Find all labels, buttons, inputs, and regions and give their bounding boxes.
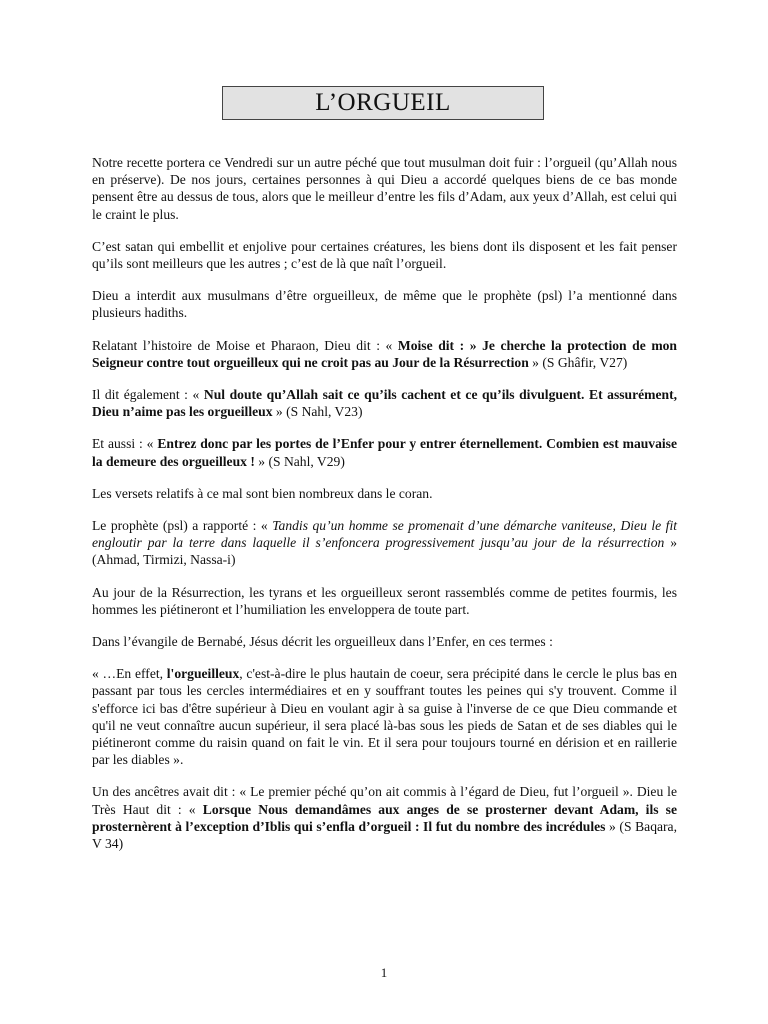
paragraph-verses-numerous: Les versets relatifs à ce mal sont bien nombreux dans le coran. [92, 485, 433, 501]
nahl23-reference-text: » (S Nahl, V23) [272, 404, 363, 420]
paragraph-bernabe-intro: Dans l’évangile de Bernabé, Jésus décrit les orgueilleux dans l’Enfer, en ces termes : [92, 634, 553, 650]
bernabe-bold-word: l'orgueilleux [166, 666, 240, 682]
nahl23-verse-text: Nul doute qu’Allah sait ce qu’ils cachent et ce qu’ils divulguent. Et assurément, Dieu n’aime pas les orgueilleux [92, 387, 678, 420]
paragraph-bernabe-quote [92, 665, 677, 768]
bernabe-open-text: « …En effet, [92, 666, 167, 682]
hadith-reference-text: » (Ahmad, Tirmizi, Nassa-i) [92, 535, 677, 568]
nahl29-reference-text: » (S Nahl, V29) [254, 453, 345, 469]
baqara-verse-text: Lorsque Nous demandâmes aux anges de se prosterner devant Adam, ils se prosternèrent à l’exception d’Iblis qui s’enfla d’orgueil : Il fut du nombre des incrédules [92, 801, 677, 834]
moise-intro-text: Relatant l’histoire de Moise et Pharaon, Dieu dit : « [92, 337, 398, 353]
nahl29-verse-text: Entrez donc par les portes de l’Enfer pour y entrer éternellement. Combien est mauvaise la demeure des orgueilleux ! [92, 436, 677, 469]
paragraph-baqara [92, 783, 677, 852]
paragraph-nahl-23 [92, 386, 677, 420]
hadith-quote-text: Tandis qu’un homme se promenait d’une démarche vaniteuse, Dieu le fit engloutir par la terre dans laquelle il s’enfoncera progressivement jusqu’au jour de la résurrection [92, 518, 678, 551]
baqara-intro-text: Un des ancêtres avait dit : « Le premier péché qu’on ait commis à l’égard de Dieu, fut l’orgueil ». Dieu le Très Haut dit : « [92, 784, 677, 817]
bernabe-rest-text: , c'est-à-dire le plus hautain de coeur, sera précipité dans le cercle le plus bas en passant par tous les cercles intermédiaires et en y souffrant toutes les peines qui s'y trouvent. Comme il s'efforce ici bas d'être supérieur à Dieu en voulant agir à sa guise à l'inverse de ce que Dieu commande et qu'il ne veut connaître aucun supérieur, il sera placé là-bas sous les pieds de Satan et de ses diables qui le piétineront comme du raisin quand on fait le vin. Et il sera pour toujours tourné en dérision et en raillerie par les diables ». [92, 666, 677, 768]
page-number: 1 [380, 965, 388, 980]
moise-reference-text: » (S Ghâfir, V27) [528, 354, 628, 370]
paragraph-satan: C’est satan qui embellit et enjolive pour certaines créatures, les biens dont ils disposent et les fait penser qu’ils sont meilleurs que les autres ; c’est de là que naît l’orgueil. [92, 238, 677, 272]
document-body [92, 154, 677, 867]
moise-verse-text: Moise dit : » Je cherche la protection de mon Seigneur contre tout orgueilleux qui ne croit pas au Jour de la Résurrection [92, 337, 677, 370]
baqara-reference-text: » (S Baqara, V 34) [92, 818, 677, 852]
nahl29-intro-text: Et aussi : « [92, 436, 158, 452]
paragraph-resurrection: Au jour de la Résurrection, les tyrans et les orgueilleux seront rassemblés comme de petites fourmis, les hommes les piétineront et l’humiliation les enveloppera de toute part. [92, 584, 677, 617]
page-title: L’ORGUEIL [222, 86, 544, 120]
paragraph-prohibition: Dieu a interdit aux musulmans d’être orgueilleux, de même que le prophète (psl) l’a mentionné dans plusieurs hadiths. [92, 288, 677, 321]
paragraph-intro: Notre recette portera ce Vendredi sur un autre péché que tout musulman doit fuir : l’orgueil (qu’Allah nous en préserve). De nos jours, certaines personnes à qui Dieu a accordé quelques biens de ce bas monde pensent être au dessus de tous, alors que le meilleur d’entre les fils d’Adam, aux yeux d’Allah, est celui qui le craint le plus. [92, 155, 677, 222]
paragraph-moise-quote [92, 337, 677, 371]
nahl23-intro-text: Il dit également : « [92, 387, 204, 403]
paragraph-hadith [92, 517, 677, 569]
hadith-intro-text: Le prophète (psl) a rapporté : « [92, 518, 273, 534]
paragraph-nahl-29 [92, 435, 677, 469]
